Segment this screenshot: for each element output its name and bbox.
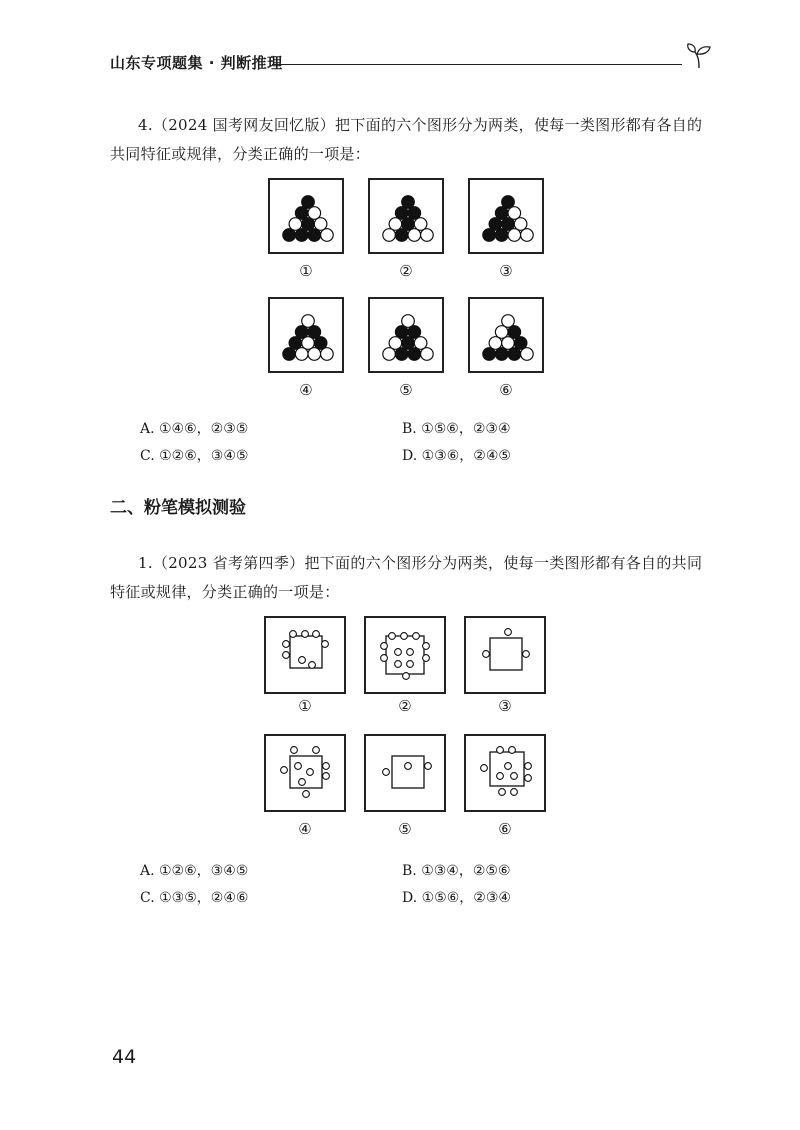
sprout-icon	[685, 40, 715, 70]
option-a[interactable]: A. ①②⑥，③④⑤	[140, 863, 249, 879]
square-circles-pattern	[366, 618, 444, 692]
option-b[interactable]: B. ①③④，②⑤⑥	[402, 863, 511, 879]
white-circle	[308, 348, 321, 361]
inner-square	[392, 756, 424, 788]
small-circle	[323, 773, 330, 780]
circle-triangle-pattern	[470, 299, 542, 371]
figure-6	[464, 734, 546, 812]
small-circle	[523, 651, 530, 658]
small-circle	[511, 773, 518, 780]
small-circle	[407, 649, 414, 656]
figure-label: ④	[298, 820, 312, 838]
black-circle	[395, 348, 408, 361]
option-b[interactable]: B. ①⑤⑥，②③④	[402, 421, 511, 437]
option-a[interactable]: A. ①④⑥，②③⑤	[140, 421, 249, 437]
white-circle	[383, 229, 396, 242]
small-circle	[383, 769, 390, 776]
section-title: 二、粉笔模拟测验	[110, 498, 246, 518]
white-circle	[421, 348, 434, 361]
square-circles-pattern	[366, 736, 444, 810]
figure-label: ②	[399, 262, 413, 280]
figure-2	[368, 178, 444, 254]
small-circle	[423, 655, 430, 662]
option-d[interactable]: D. ①⑤⑥，②③④	[402, 890, 511, 906]
small-circle	[303, 791, 310, 798]
circle-triangle-pattern	[270, 299, 342, 371]
small-circle	[423, 643, 430, 650]
small-circle	[525, 775, 532, 782]
small-circle	[281, 767, 288, 774]
small-circle	[313, 747, 320, 754]
inner-square	[386, 636, 424, 674]
small-circle	[283, 652, 290, 659]
small-circle	[389, 633, 396, 640]
black-circle	[495, 229, 508, 242]
white-circle	[383, 348, 396, 361]
black-circle	[283, 348, 296, 361]
small-circle	[497, 747, 504, 754]
inner-square	[490, 638, 522, 670]
header-title: 山东专项题集 · 判断推理	[110, 54, 283, 72]
inner-square	[290, 636, 322, 668]
small-circle	[307, 769, 314, 776]
square-circles-pattern	[466, 618, 544, 692]
circle-triangle-pattern	[370, 299, 442, 371]
question-1-text: 1.（2023 省考第四季）把下面的六个图形分为两类，使每一类图形都有各自的共同特征或规律，分类正确的一项是：	[110, 554, 703, 601]
white-circle	[321, 229, 334, 242]
circle-triangle-pattern	[370, 180, 442, 252]
figure-label: ①	[298, 697, 312, 715]
small-circle	[407, 661, 414, 668]
small-circle	[481, 765, 488, 772]
figure-4	[268, 297, 344, 373]
white-circle	[521, 229, 534, 242]
small-circle	[302, 631, 309, 638]
option-c[interactable]: C. ①②⑥，③④⑤	[140, 448, 249, 464]
black-circle	[495, 348, 508, 361]
figure-label: ⑥	[498, 820, 512, 838]
small-circle	[395, 661, 402, 668]
question-4-text: 4.（2024 国考网友回忆版）把下面的六个图形分为两类，使每一类图形都有各自的共同特征或规律，分类正确的一项是：	[110, 116, 703, 163]
small-circle	[381, 643, 388, 650]
black-circle	[508, 348, 521, 361]
figure-label: ④	[299, 381, 313, 399]
small-circle	[295, 763, 302, 770]
white-circle	[295, 348, 308, 361]
small-circle	[497, 773, 504, 780]
small-circle	[322, 641, 329, 648]
black-circle	[408, 348, 421, 361]
circle-triangle-pattern	[470, 180, 542, 252]
figure-label: ⑤	[398, 820, 412, 838]
small-circle	[395, 649, 402, 656]
small-circle	[323, 763, 330, 770]
small-circle	[509, 747, 516, 754]
circle-triangle-pattern	[270, 180, 342, 252]
figure-1	[268, 178, 344, 254]
small-circle	[299, 779, 306, 786]
option-d[interactable]: D. ①③⑥，②④⑤	[402, 448, 511, 464]
small-circle	[309, 662, 316, 669]
figure-label: ③	[498, 697, 512, 715]
small-circle	[499, 789, 506, 796]
square-circles-pattern	[466, 736, 544, 810]
small-circle	[525, 763, 532, 770]
figure-label: ⑤	[399, 381, 413, 399]
small-circle	[511, 789, 518, 796]
running-header	[110, 52, 720, 82]
black-circle	[483, 229, 496, 242]
small-circle	[483, 651, 490, 658]
figure-label: ①	[299, 262, 313, 280]
figure-1	[264, 616, 346, 694]
small-circle	[290, 631, 297, 638]
small-circle	[299, 657, 306, 664]
small-circle	[401, 633, 408, 640]
small-circle	[425, 763, 432, 770]
small-circle	[413, 633, 420, 640]
inner-square	[290, 756, 322, 788]
black-circle	[395, 229, 408, 242]
small-circle	[505, 629, 512, 636]
figure-label: ⑥	[499, 381, 513, 399]
black-circle	[295, 229, 308, 242]
figure-label: ③	[499, 262, 513, 280]
black-circle	[283, 229, 296, 242]
small-circle	[381, 655, 388, 662]
option-c[interactable]: C. ①③⑤，②④⑥	[140, 890, 249, 906]
black-circle	[483, 348, 496, 361]
figure-5	[364, 734, 446, 812]
small-circle	[403, 673, 410, 680]
figure-3	[468, 178, 544, 254]
header-rule	[272, 64, 682, 65]
white-circle	[521, 348, 534, 361]
white-circle	[421, 229, 434, 242]
white-circle	[321, 348, 334, 361]
figure-6	[468, 297, 544, 373]
black-circle	[308, 229, 321, 242]
square-circles-pattern	[266, 618, 344, 692]
figure-5	[368, 297, 444, 373]
page-number: 44	[112, 1046, 137, 1068]
square-circles-pattern	[266, 736, 344, 810]
small-circle	[505, 763, 512, 770]
figure-label: ②	[398, 697, 412, 715]
small-circle	[313, 631, 320, 638]
white-circle	[408, 229, 421, 242]
small-circle	[283, 641, 290, 648]
small-circle	[405, 763, 412, 770]
white-circle	[508, 229, 521, 242]
figure-2	[364, 616, 446, 694]
figure-4	[264, 734, 346, 812]
figure-3	[464, 616, 546, 694]
small-circle	[291, 747, 298, 754]
